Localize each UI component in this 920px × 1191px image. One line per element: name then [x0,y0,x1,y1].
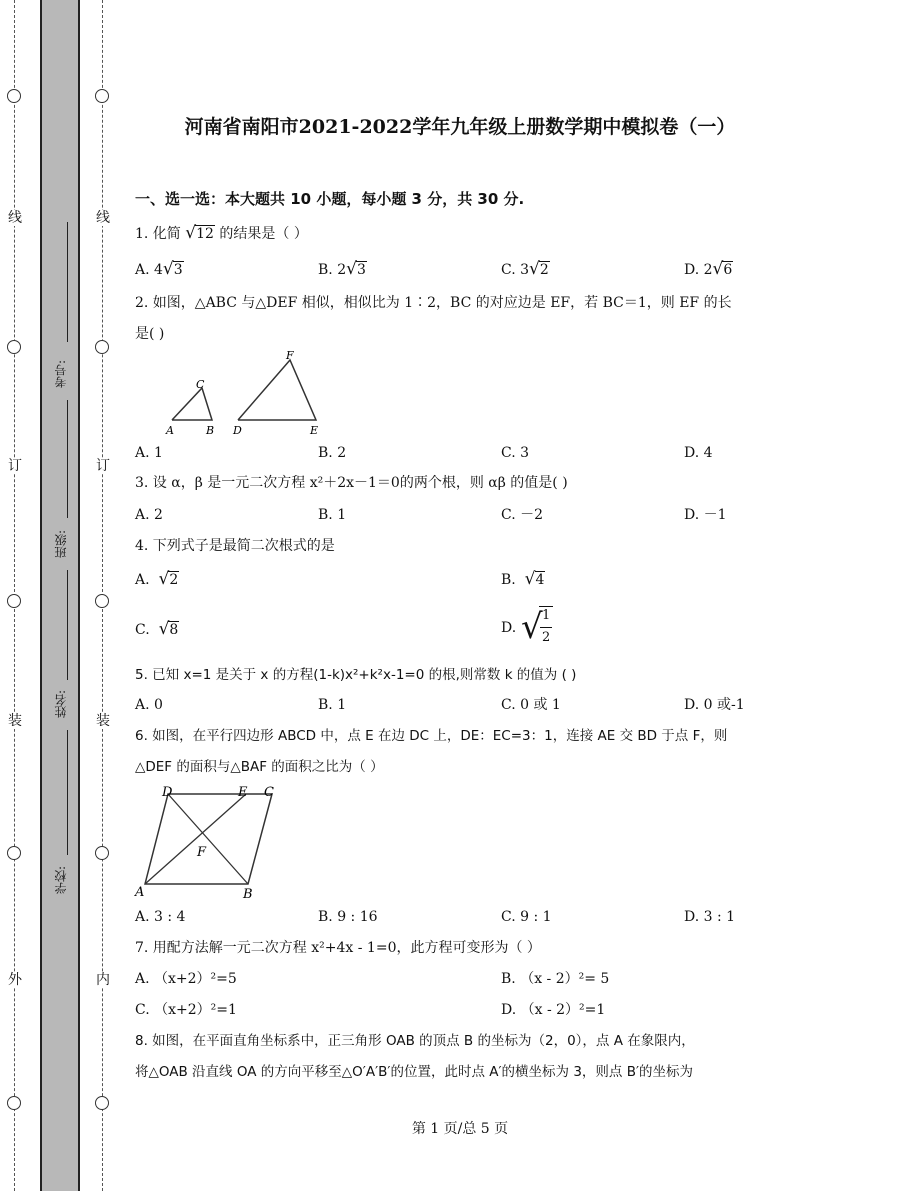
q2-stem-line2: 是( ) [135,326,165,342]
q6-option-c[interactable]: C. 9 : 1 [501,909,552,925]
q8-stem-line2: 将△OAB 沿直线 OA 的方向平移至△O′A′B′的位置，此时点 A′的横坐标为 3，则点 B′的坐标为 [135,1064,694,1080]
q5-option-b[interactable]: B. 1 [318,697,347,713]
fig-label-d: D [233,424,242,437]
q1-radicand: 12 [196,226,214,242]
margin-char-ding: 订 [8,458,22,474]
q6-stem-line1: 6. 如图，在平行四边形 ABCD 中，点 E 在边 DC 上，DE：EC=3：1，连接 AE 交 BD 于点 F，则 [135,728,728,744]
margin-char-zhuang: 装 [96,713,110,729]
q7-option-d[interactable]: D. （x - 2）²=1 [501,1002,606,1018]
sqrt-symbol: √ [185,223,197,243]
field-label-exam-number: 考号: [54,360,68,389]
q2-stem-line1: 2. 如图，△ABC 与△DEF 相似，相似比为 1∶2，BC 的对应边是 EF，若 BC＝1，则 EF 的长 [135,295,732,311]
q3-option-a[interactable]: A. 2 [135,507,163,523]
field-label-school: 学校: [54,866,68,895]
q3-option-c[interactable]: C. －2 [501,507,544,523]
q1-option-c[interactable]: C. 3√2 [501,259,549,279]
q1-option-b[interactable]: B. 2√3 [318,259,366,279]
field-underline[interactable] [67,570,68,680]
q1-stem-pre: 1. 化简 [135,226,181,242]
q6-option-a[interactable]: A. 3 : 4 [135,909,186,925]
q4-option-b[interactable]: B. √4 [501,569,545,589]
q6-option-b[interactable]: B. 9 : 16 [318,909,378,925]
q3-option-b[interactable]: B. 1 [318,507,347,523]
section-heading: 一、选一选：本大题共 10 小题，每小题 3 分，共 30 分. [135,190,525,208]
binding-hole [95,594,109,608]
fig-label-a: A [135,885,145,900]
gray-binding-band [40,0,80,1191]
field-underline[interactable] [67,730,68,855]
q4-d-denominator: 2 [542,630,551,645]
q2-similar-triangles-figure [160,348,330,438]
q7-option-c[interactable]: C. （x+2）²=1 [135,1002,237,1018]
binding-hole [95,1096,109,1110]
fig-label-c: C [196,378,205,391]
q4-option-c[interactable]: C. √8 [135,619,179,639]
q1-stem [135,224,308,243]
fig-label-b: B [243,887,253,902]
q4-d-numerator: 1 [542,608,551,623]
field-underline[interactable] [67,222,68,342]
binding-hole [7,340,21,354]
binding-hole [95,89,109,103]
q4-stem: 4. 下列式子是最简二次根式的是 [135,538,335,554]
q7-option-b[interactable]: B. （x - 2）²= 5 [501,971,610,987]
field-underline[interactable] [67,400,68,518]
fig-label-a: A [166,424,174,437]
margin-char-line: 线 [96,210,110,226]
q8-stem-line1: 8. 如图，在平面直角坐标系中，正三角形 OAB 的顶点 B 的坐标为（2，0），点 A 在象限内， [135,1033,695,1049]
fig-label-e: E [238,785,248,800]
q7-option-a[interactable]: A. （x+2）²=5 [135,971,237,987]
q7-stem: 7. 用配方法解一元二次方程 x²+4x - 1=0，此方程可变形为（ ） [135,940,541,956]
margin-char-ding: 订 [96,458,110,474]
q5-stem: 5. 已知 x=1 是关于 x 的方程(1-k)x²+k²x-1=0 的根,则常数 k 的值为 ( ) [135,667,577,683]
q3-option-d[interactable]: D. －1 [684,507,727,523]
q6-parallelogram-figure [130,782,290,904]
q2-option-d[interactable]: D. 4 [684,445,713,461]
q2-option-a[interactable]: A. 1 [135,445,163,461]
fig-label-e: E [310,424,319,437]
q1-option-a[interactable]: A. 4√3 [135,259,183,279]
fig-label-b: B [206,424,215,437]
field-label-class: 班级: [54,530,68,559]
fig-label-f: F [197,845,207,860]
margin-char-line: 线 [8,210,22,226]
q3-stem: 3. 设 α，β 是一元二次方程 x²＋2x－1＝0的两个根，则 αβ 的值是( ) [135,475,568,491]
binding-hole [7,1096,21,1110]
binding-hole [95,846,109,860]
q6-option-d[interactable]: D. 3 : 1 [684,909,736,925]
page-title: 河南省南阳市2021-2022学年九年级上册数学期中模拟卷（一） [184,116,736,138]
q4-option-a[interactable]: A. √2 [135,569,179,589]
q5-option-d[interactable]: D. 0 或-1 [684,697,745,713]
q2-option-c[interactable]: C. 3 [501,445,530,461]
margin-char-nei: 内 [96,972,110,988]
q5-option-a[interactable]: A. 0 [135,697,163,713]
binding-hole [7,89,21,103]
fig-label-c: C [264,785,274,800]
q6-stem-line2: △DEF 的面积与△BAF 的面积之比为（ ） [135,759,384,775]
margin-char-wai: 外 [8,972,22,988]
binding-hole [95,340,109,354]
page-footer: 第 1 页/总 5 页 [411,1121,509,1137]
margin-char-zhuang: 装 [8,713,22,729]
fig-label-d: D [162,785,173,800]
q1-stem-post: 的结果是（ ） [219,226,308,242]
fig-label-f: F [286,349,294,362]
q2-option-b[interactable]: B. 2 [318,445,347,461]
binding-hole [7,846,21,860]
binding-hole [7,594,21,608]
field-label-name: 姓名: [54,690,68,719]
q1-option-d[interactable]: D. 2√6 [684,259,733,279]
q5-option-c[interactable]: C. 0 或 1 [501,697,561,713]
